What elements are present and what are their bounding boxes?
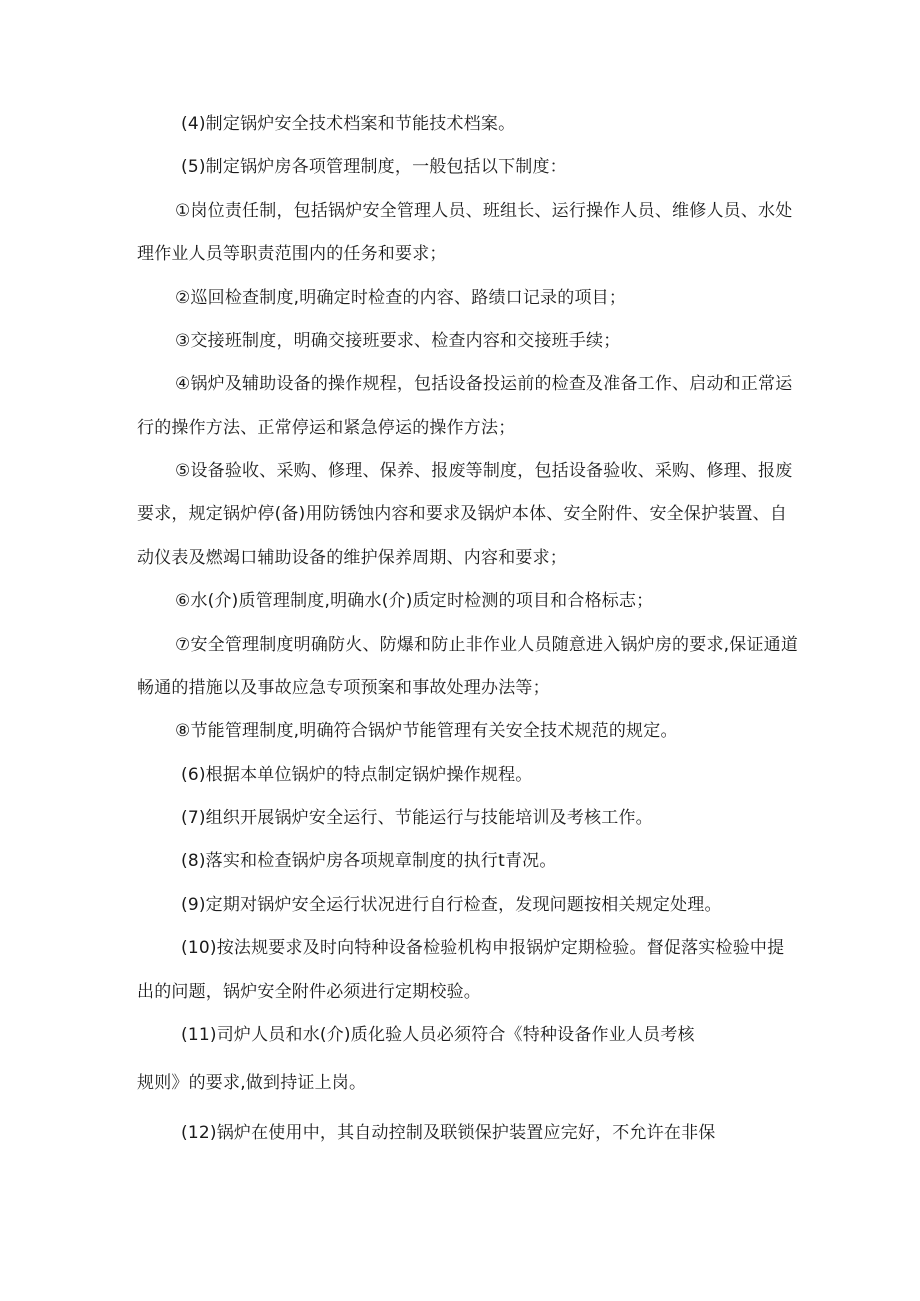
paragraph-line: 畅通的措施以及事故应急专项预案和事故处理办法等； <box>137 678 550 698</box>
paragraph-line: (9)定期对锅炉安全运行状况进行自行检查，发现问题按相关规定处理。 <box>181 895 722 915</box>
paragraph-line: 理作业人员等职责范围内的任务和要求； <box>137 244 447 264</box>
paragraph-line: 要求，规定锅炉停(备)用防锈蚀内容和要求及锅炉本体、安全附件、安全保护装置、自 <box>137 504 788 524</box>
paragraph-line: 行的操作方法、正常停运和紧急停运的操作方法； <box>137 418 516 438</box>
paragraph-line: 动仪表及燃竭口辅助设备的维护保养周期、内容和要求； <box>137 548 567 568</box>
paragraph-line: (7)组织开展锅炉安全运行、节能运行与技能培训及考核工作。 <box>181 808 653 828</box>
paragraph-line: (10)按法规要求及时向特种设备检验机构申报锅炉定期检验。督促落实检验中提 <box>181 938 785 958</box>
paragraph-line: (8)落实和检查锅炉房各项规章制度的执行t青况。 <box>181 851 557 871</box>
paragraph-line: ③交接班制度，明确交接班要求、检查内容和交接班手续； <box>175 331 621 351</box>
paragraph-line: ①岗位责任制，包括锅炉安全管理人员、班组长、运行操作人员、维修人员、水处 <box>175 201 793 221</box>
paragraph-line: 出的问题，锅炉安全附件必须进行定期校验。 <box>137 982 481 1002</box>
paragraph-line: ⑧节能管理制度,明确符合锅炉节能管理有关安全技术规范的规定。 <box>175 721 678 741</box>
paragraph-line: ⑤设备验收、采购、修理、保养、报废等制度，包括设备验收、采购、修理、报废 <box>175 461 793 481</box>
paragraph-line: ⑦安全管理制度明确防火、防爆和防止非作业人员随意进入锅炉房的要求,保证通道 <box>175 635 799 655</box>
paragraph-line: 规则》的要求,做到持证上岗。 <box>137 1073 367 1093</box>
paragraph-line: (12)锅炉在使用中，其自动控制及联锁保护装置应完好，不允许在非保 <box>181 1123 716 1143</box>
paragraph-line: (4)制定锅炉安全技术档案和节能技术档案。 <box>181 114 516 134</box>
paragraph-line: (6)根据本单位锅炉的特点制定锅炉操作规程。 <box>181 765 533 785</box>
paragraph-line: (11)司炉人员和水(介)质化验人员必须符合《特种设备作业人员考核 <box>181 1025 695 1045</box>
paragraph-line: ⑥水(介)质管理制度,明确水(介)质定时检测的项目和合格标志； <box>175 591 654 611</box>
paragraph-line: ②巡回检查制度,明确定时检查的内容、路绩口记录的项目； <box>175 288 627 308</box>
paragraph-line: ④锅炉及辅助设备的操作规程，包括设备投运前的检查及准备工作、启动和正常运 <box>175 374 793 394</box>
paragraph-line: (5)制定锅炉房各项管理制度，一般包括以下制度： <box>181 157 567 177</box>
